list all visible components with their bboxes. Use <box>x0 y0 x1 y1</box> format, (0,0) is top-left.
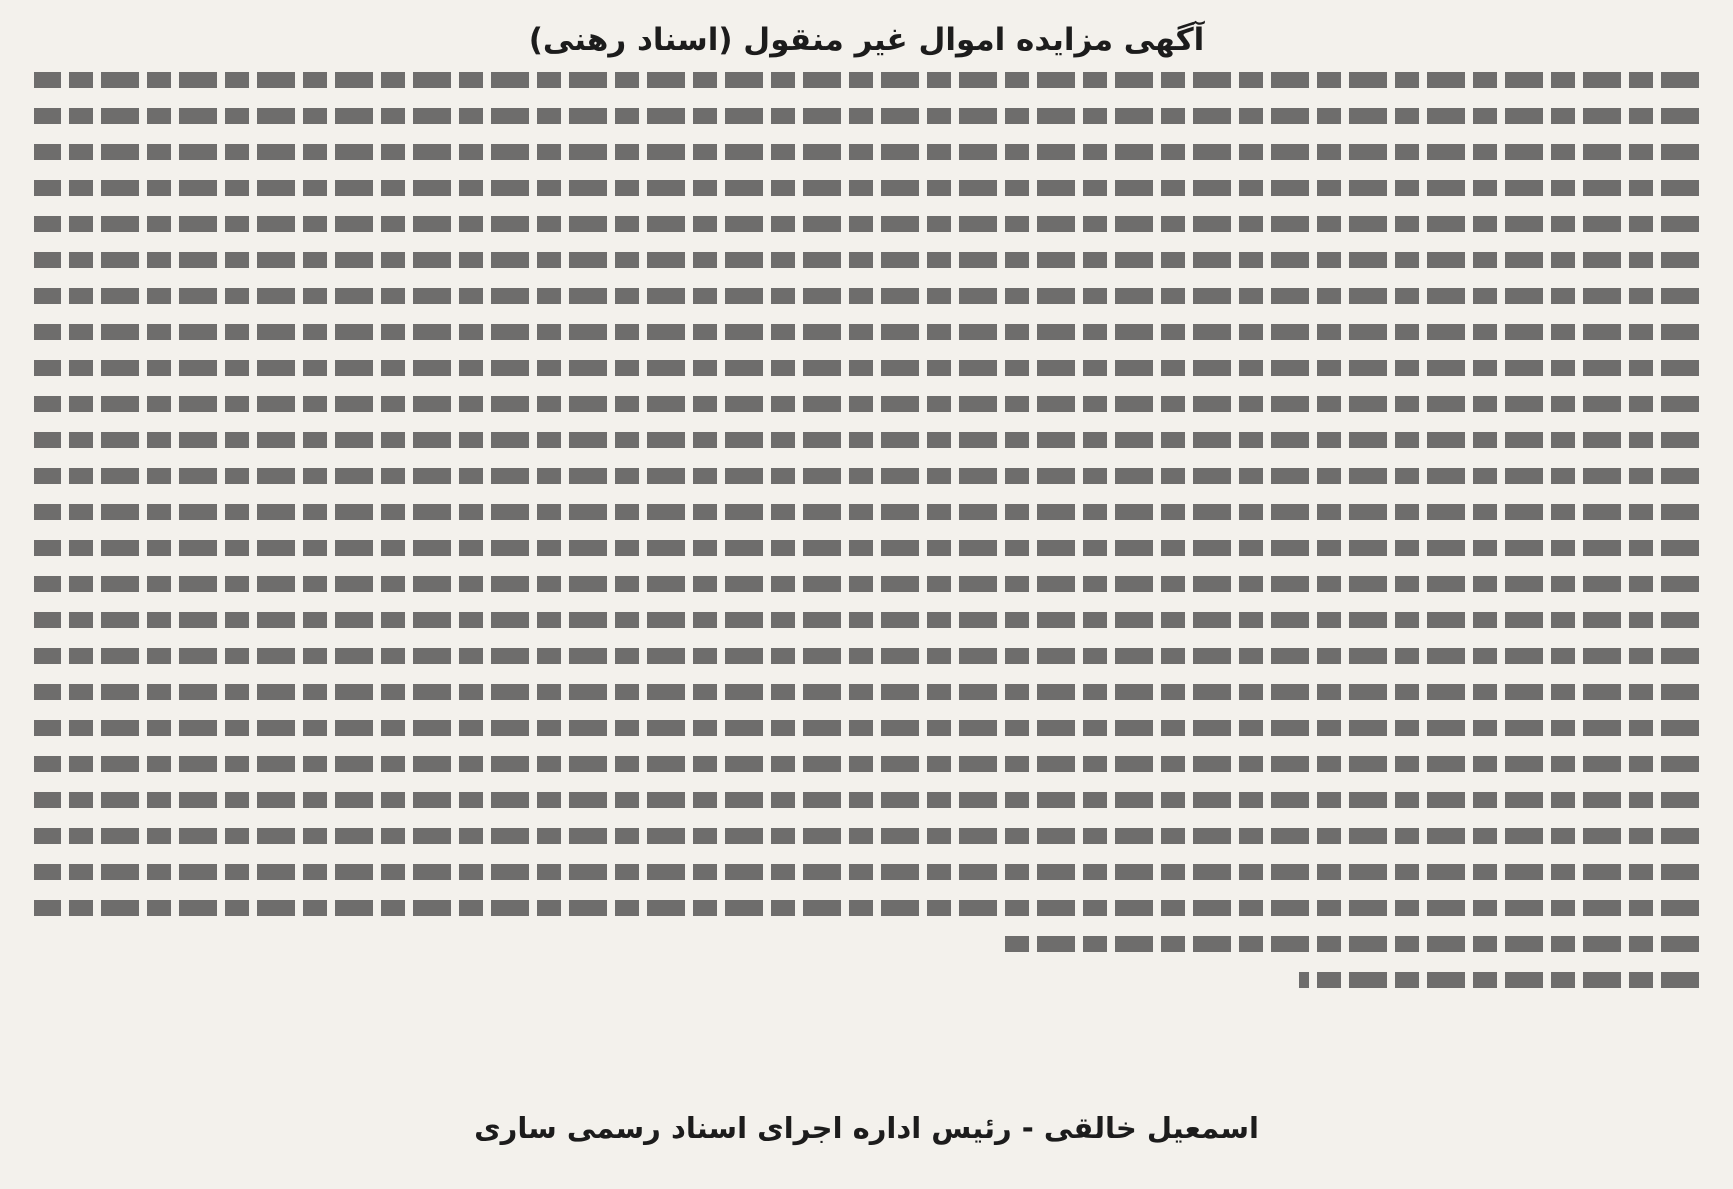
body-line <box>34 72 1699 88</box>
body-line <box>34 720 1699 736</box>
body-line <box>34 540 1699 556</box>
body-line <box>34 612 1699 628</box>
body-line <box>34 504 1699 520</box>
body-line <box>34 288 1699 304</box>
body-line <box>34 360 1699 376</box>
body-line <box>34 468 1699 484</box>
body-line <box>34 180 1699 196</box>
body-line <box>1299 972 1699 988</box>
body-line <box>34 828 1699 844</box>
body-line <box>34 864 1699 880</box>
body-line <box>34 648 1699 664</box>
body-line <box>34 576 1699 592</box>
body-line <box>34 684 1699 700</box>
notice-body-placeholder <box>34 72 1699 988</box>
body-line <box>34 108 1699 124</box>
body-line <box>34 432 1699 448</box>
body-line <box>34 900 1699 916</box>
body-line <box>34 252 1699 268</box>
body-line <box>1000 936 1699 952</box>
body-line <box>34 324 1699 340</box>
body-line <box>34 792 1699 808</box>
body-line <box>34 396 1699 412</box>
body-line <box>34 144 1699 160</box>
notice-signature: اسمعیل خالقی - رئیس اداره اجرای اسناد رسمی ساری <box>474 1111 1259 1145</box>
body-line <box>34 756 1699 772</box>
notice-title: آگهی مزایده اموال غیر منقول (اسناد رهنی) <box>528 22 1205 58</box>
body-line <box>34 216 1699 232</box>
